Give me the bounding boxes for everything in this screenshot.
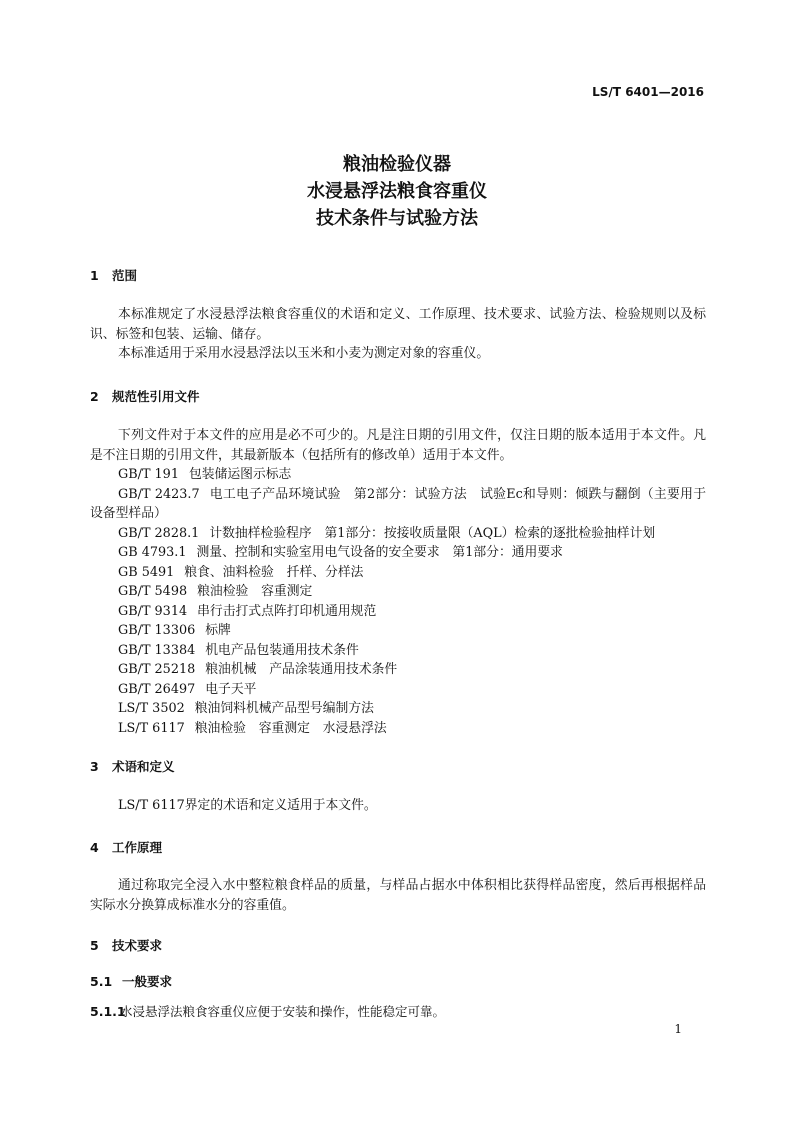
- section-title: 规范性引用文件: [112, 389, 200, 404]
- section-title: 工作原理: [112, 840, 163, 855]
- section-1-heading: [90, 266, 137, 284]
- section-4-heading: [90, 838, 162, 856]
- reference-item: [90, 602, 706, 622]
- reference-code: GB/T 26497: [118, 681, 196, 697]
- principle-paragraph: 通过称取完全浸入水中整粒粮食样品的质量，与样品占据水中体积相比获得样品密度，然后再根据样品实际水分换算成标准水分的容重值。: [90, 878, 706, 913]
- title-line-2: 水浸悬浮法粮食容重仪: [307, 181, 487, 202]
- reference-item: [90, 621, 706, 641]
- clause-5-1-1: [90, 1002, 445, 1020]
- clause-number: 5.1.1: [90, 1004, 126, 1019]
- clause-text: 水浸悬浮法粮食容重仪应便于安装和操作，性能稳定可靠。: [120, 1004, 446, 1019]
- reference-code: GB/T 13306: [118, 623, 196, 638]
- reference-item: [90, 660, 706, 680]
- reference-code: GB/T 13384: [118, 642, 196, 658]
- reference-title: 标牌: [205, 623, 231, 638]
- reference-title: 包装储运图示标志: [188, 467, 292, 482]
- reference-title: 粮食、油料检验 扦样、分样法: [184, 564, 364, 580]
- reference-code: GB/T 9314: [118, 603, 188, 619]
- subsection-number: 5.1: [90, 974, 113, 989]
- section-title: 术语和定义: [112, 759, 175, 774]
- reference-title: 机电产品包装通用技术条件: [205, 642, 359, 658]
- reference-item: [90, 680, 706, 700]
- terms-paragraph: LS/T 6117界定的术语和定义适用于本文件。: [118, 798, 377, 813]
- title-line-1: 粮油检验仪器: [343, 154, 451, 175]
- reference-title: 计数抽样检验程序 第1部分：按接收质量限（AQL）检索的逐批检验抽样计划: [209, 525, 656, 541]
- reference-list: [90, 465, 706, 738]
- section-number: 1: [90, 268, 99, 283]
- reference-item: [90, 699, 706, 719]
- section-title: 范围: [112, 268, 138, 283]
- reference-item: [90, 582, 706, 602]
- page-number: 1: [674, 1022, 682, 1036]
- standard-code: LS/T 6401—2016: [592, 85, 704, 99]
- reference-code: GB 5491: [118, 564, 175, 580]
- reference-code: LS/T 6117: [118, 720, 185, 736]
- reference-title: 粮油检验 容重测定: [197, 584, 313, 599]
- section-number: 3: [90, 759, 99, 774]
- reference-title: 电工电子产品环境试验 第2部分：试验方法 试验Ec和导则：倾跌与翻倒（主要用于设备型样品）: [90, 486, 706, 521]
- section-2-heading: [90, 387, 200, 405]
- subsection-5-1-heading: [90, 972, 172, 990]
- reference-code: GB/T 25218: [118, 662, 196, 677]
- scope-paragraph-1: 本标准规定了水浸悬浮法粮食容重仪的术语和定义、工作原理、技术要求、试验方法、检验规则以及标识、标签和包装、运输、储存。: [90, 307, 706, 342]
- reference-item: [90, 524, 706, 544]
- subsection-title: 一般要求: [122, 974, 173, 989]
- reference-title: 粮油饲料机械产品型号编制方法: [194, 701, 374, 716]
- reference-title: 测量、控制和实验室用电气设备的安全要求 第1部分：通用要求: [196, 545, 563, 560]
- reference-title: 电子天平: [205, 681, 257, 697]
- reference-title: 粮油检验 容重测定 水浸悬浮法: [194, 720, 387, 736]
- section-5-heading: [90, 936, 162, 954]
- reference-code: GB/T 191: [118, 467, 179, 482]
- title-line-3: 技术条件与试验方法: [316, 208, 478, 229]
- section-number: 4: [90, 840, 99, 855]
- reference-title: 粮油机械 产品涂装通用技术条件: [205, 662, 398, 677]
- reference-item: [90, 543, 706, 563]
- normative-refs-intro: 下列文件对于本文件的应用是必不可少的。凡是注日期的引用文件，仅注日期的版本适用于本文件。凡是不注日期的引用文件，其最新版本（包括所有的修改单）适用于本文件。: [90, 428, 706, 463]
- reference-code: GB/T 2828.1: [118, 525, 200, 541]
- reference-item: [90, 719, 706, 739]
- reference-title: 串行击打式点阵打印机通用规范: [197, 603, 377, 619]
- section-number: 2: [90, 389, 99, 404]
- reference-item: [90, 465, 706, 485]
- reference-code: GB 4793.1: [118, 545, 187, 560]
- section-number: 5: [90, 938, 99, 953]
- reference-item: [90, 563, 706, 583]
- reference-code: GB/T 5498: [118, 584, 188, 599]
- section-title: 技术要求: [112, 938, 163, 953]
- reference-item: [90, 641, 706, 661]
- scope-paragraph-2: 本标准适用于采用水浸悬浮法以玉米和小麦为测定对象的容重仪。: [118, 346, 490, 361]
- reference-item: [90, 485, 706, 524]
- section-3-heading: [90, 757, 175, 775]
- reference-code: GB/T 2423.7: [118, 486, 200, 502]
- reference-code: LS/T 3502: [118, 701, 185, 716]
